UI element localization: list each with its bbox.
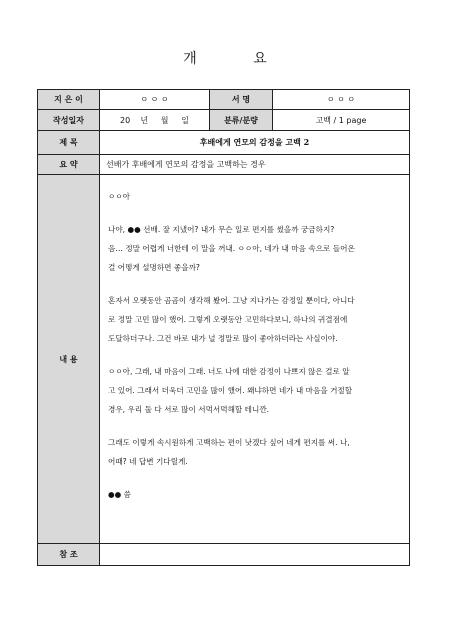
body-line: 로 정말 고민 많이 했어. 그렇게 오랫동안 고민하다보니, 하나의 귀결점에 <box>108 315 348 324</box>
body-line: 어때? 네 답변 기다릴게. <box>108 457 188 466</box>
signature-label: 서 명 <box>210 90 273 110</box>
content-body <box>100 175 410 544</box>
date-label: 작성일자 <box>38 110 100 131</box>
greeting-line: ㅇㅇ아 <box>108 192 131 201</box>
body-line: ㅇㅇ아, 그래, 내 마음이 그래. 너도 나에 대한 감정이 나쁘지 않은 걸로 알 <box>108 367 350 376</box>
reference-label: 참 조 <box>38 544 100 566</box>
closing-line: ●● 씀 <box>108 490 132 499</box>
date-value: 20 년 월 일 <box>100 110 210 131</box>
body-line: 경우, 우리 둘 다 서로 많이 서먹서먹해할 테니깐. <box>108 405 270 414</box>
content-label: 내 용 <box>38 175 100 544</box>
author-value: ㅇ ㅇ ㅇ <box>100 90 210 110</box>
summary-label: 요 약 <box>38 155 100 175</box>
body-line: 도달하더구나. 그건 바로 내가 널 정말로 많이 좋아하더라는 사실이야. <box>108 334 338 343</box>
category-label: 분류/분량 <box>210 110 273 131</box>
reference-value <box>100 544 410 566</box>
summary-value: 선배가 후배에게 연모의 감정을 고백하는 경우 <box>100 155 410 175</box>
body-line: 음… 정말 어렵게 너한테 이 말을 꺼내. ㅇㅇ아, 네가 내 마음 속으로 들어온 <box>108 244 355 253</box>
title-label: 제 목 <box>38 131 100 155</box>
overview-form-table <box>37 89 410 566</box>
body-line: 그래도 이렇게 속시원하게 고백하는 편이 낫겠다 싶어 네게 편지를 써. 나, <box>108 438 350 447</box>
body-line: 고 있어. 그래서 더욱더 고민을 많이 했어. 왜냐하면 네가 내 마음을 거절할 <box>108 386 353 395</box>
body-line: 나야, ●● 선배. 잘 지냈어? 내가 무슨 일로 편지를 썼을까 궁금하지? <box>108 225 335 234</box>
author-label: 지 은 이 <box>38 90 100 110</box>
body-line: 걸 어떻게 설명하면 좋을까? <box>108 263 200 272</box>
signature-value: ㅇ ㅇ ㅇ <box>273 90 410 110</box>
main-title: 후배에게 연모의 감정을 고백 2 <box>100 131 410 155</box>
category-value: 고백 / 1 page <box>273 110 410 131</box>
body-line: 혼자서 오랫동안 곰곰이 생각해 봤어. 그냥 지나가는 감정일 뿐이다, 아니다 <box>108 296 355 305</box>
doc-title: 개 요 <box>183 51 293 67</box>
